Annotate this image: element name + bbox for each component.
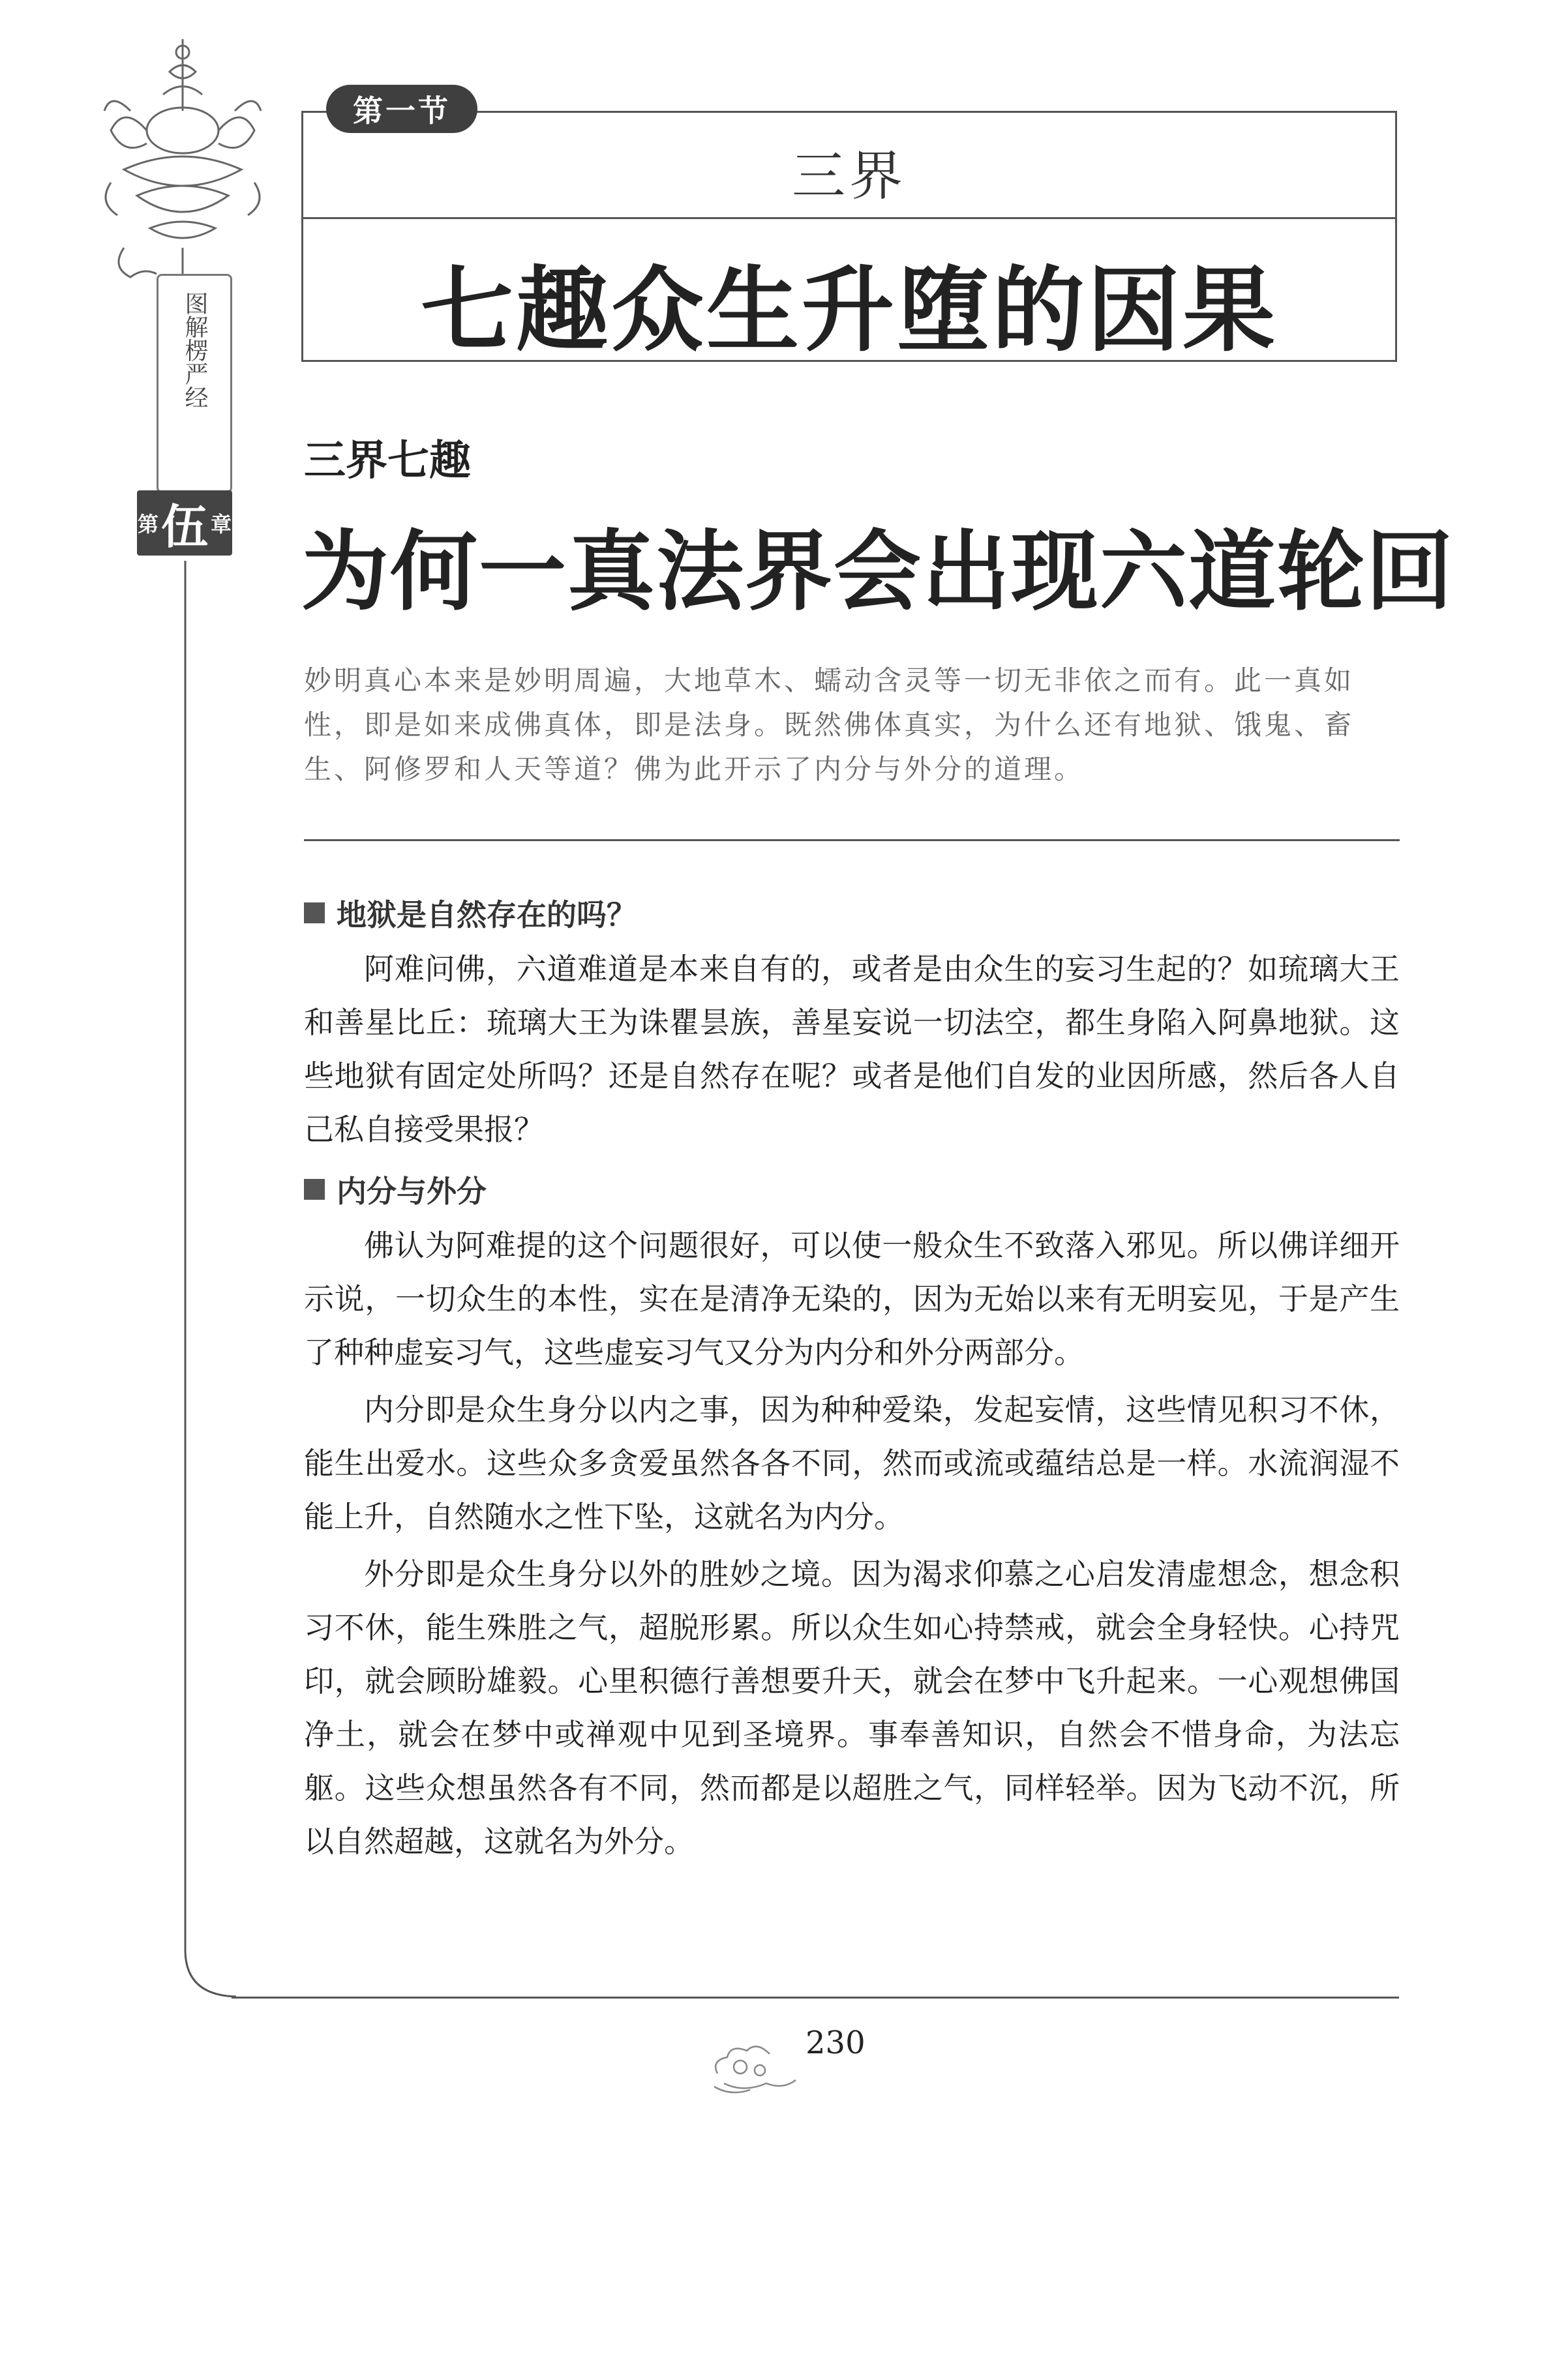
chapter-suffix: 章 <box>211 512 232 537</box>
topic-kicker: 三界七趣 <box>304 437 471 485</box>
subheading <box>304 1160 1400 1219</box>
sidebar-book-tab <box>157 274 232 493</box>
body-paragraph: 阿难问佛，六道难道是本来自有的，或者是由众生的妄习生起的？如琉璃大王和善星比丘：琉璃大王为诛瞿昙族，善星妄说一切法空，都生身陷入阿鼻地狱。这些地狱有固定处所吗？还是自然存在呢？或者是他们自发的业因所感，然后各人自己私自接受果报？ <box>304 951 1400 1147</box>
margin-border-line <box>184 561 243 2380</box>
subheading-text: 地狱是自然存在的吗？ <box>337 897 637 932</box>
lotus-vajra-ornament <box>85 33 280 313</box>
section-title: 七趣众生升堕的因果 <box>421 256 1278 364</box>
sidebar-book-title: 图解楞严经 <box>181 291 208 409</box>
body-paragraph: 外分即是众生身分以外的胜妙之境。因为渴求仰慕之心启发清虚想念，想念积习不休，能生殊胜之气，超脱形累。所以众生如心持禁戒，就会全身轻快。心持咒印，就会顾盼雄毅。心里积德行善想要升天，就会在梦中飞升起来。一心观想佛国净土，就会在梦中或禅观中见到圣境界。事奉善知识，自然会不惜身命，为法忘躯。这些众想虽然各有不同，然而都是以超胜之气，同样轻举。因为飞动不沉，所以自然超越，这就名为外分。 <box>304 1556 1400 1859</box>
subheading <box>304 884 1400 942</box>
body-paragraph: 佛认为阿难提的这个问题很好，可以使一般众生不致落入邪见。所以佛详细开示说，一切众生的本性，实在是清净无染的，因为无始以来有无明妄见，于是产生了种种虚妄习气，这些虚妄习气又分为内分和外分两部分。 <box>304 1228 1400 1370</box>
page-number: 230 <box>806 2025 866 2061</box>
square-bullet-icon <box>304 1179 325 1200</box>
square-bullet-icon <box>304 902 325 923</box>
intro-paragraph: 妙明真心本来是妙明周遍，大地草木、蠕动含灵等一切无非依之而有。此一真如性，即是如来成佛真体，即是法身。既然佛体真实，为什么还有地狱、饿鬼、畜生、阿修罗和人天等道？佛为此开示了内分与外分的道理。 <box>304 664 1355 785</box>
subheading-text: 内分与外分 <box>337 1174 487 1209</box>
header-divider <box>303 217 1395 219</box>
divider-rule <box>304 839 1400 841</box>
topic-title: 为何一真法界会出现六道轮回 <box>301 520 1455 623</box>
section-badge: 第一节 <box>326 85 477 133</box>
body-paragraph: 内分即是众生身分以内之事，因为种种爱染，发起妄情，这些情见积习不休，能生出爱水。这些众多贪爱虽然各各不同，然而或流或蕴结总是一样。水流润湿不能上升，自然随水之性下坠，这就名为内分。 <box>304 1392 1400 1534</box>
chapter-tab <box>137 490 232 556</box>
chapter-prefix: 第 <box>137 512 158 537</box>
footer-rule <box>232 1997 1399 1999</box>
body-content <box>304 884 1400 1872</box>
chapter-number: 伍 <box>160 499 208 554</box>
section-subtitle: 三界 <box>791 145 907 207</box>
